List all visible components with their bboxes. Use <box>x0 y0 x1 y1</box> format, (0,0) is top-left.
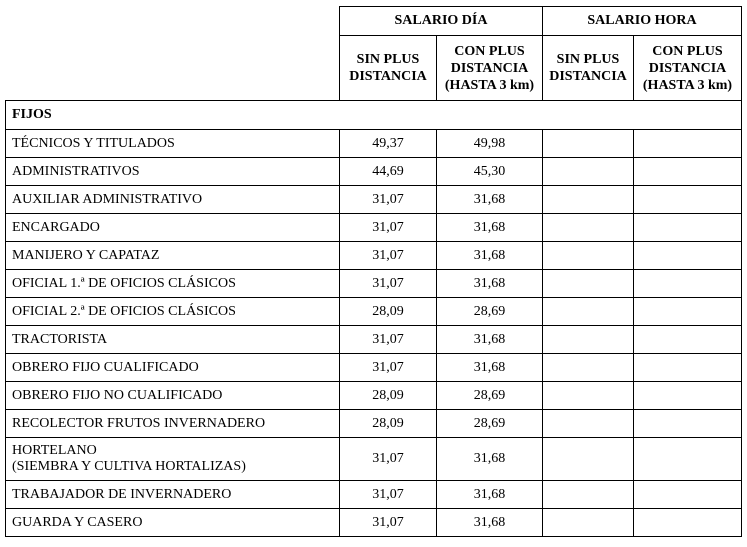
con-plus-hora-cell <box>634 242 742 270</box>
row-label: TRACTORISTA <box>6 326 340 354</box>
table-row <box>6 509 742 537</box>
row-label: OFICIAL 1.ª DE OFICIOS CLÁSICOS <box>6 270 340 298</box>
section-label: FIJOS <box>6 101 742 130</box>
row-label: ENCARGADO <box>6 214 340 242</box>
con-plus-dia-cell: 28,69 <box>437 410 543 438</box>
header-salario-dia: SALARIO DÍA <box>340 7 543 36</box>
row-label: MANIJERO Y CAPATAZ <box>6 242 340 270</box>
row-label: OFICIAL 2.ª DE OFICIOS CLÁSICOS <box>6 298 340 326</box>
con-plus-dia-cell: 28,69 <box>437 298 543 326</box>
table-row <box>6 214 742 242</box>
table-row <box>6 354 742 382</box>
sin-plus-hora-cell <box>543 481 634 509</box>
con-plus-dia-cell: 31,68 <box>437 481 543 509</box>
sin-plus-hora-cell <box>543 214 634 242</box>
con-plus-hora-cell <box>634 438 742 481</box>
row-label: OBRERO FIJO NO CUALIFICADO <box>6 382 340 410</box>
table-row <box>6 410 742 438</box>
con-plus-hora-cell <box>634 186 742 214</box>
header-con-plus-hora: CON PLUS DISTANCIA (HASTA 3 km) <box>634 36 742 101</box>
row-label: TRABAJADOR DE INVERNADERO <box>6 481 340 509</box>
sin-plus-dia-cell: 31,07 <box>340 270 437 298</box>
con-plus-dia-cell: 31,68 <box>437 214 543 242</box>
sin-plus-hora-cell <box>543 509 634 537</box>
con-plus-hora-cell <box>634 354 742 382</box>
header-sin-plus-hora: SIN PLUS DISTANCIA <box>543 36 634 101</box>
con-plus-hora-cell <box>634 410 742 438</box>
con-plus-dia-cell: 31,68 <box>437 326 543 354</box>
sin-plus-dia-cell: 28,09 <box>340 382 437 410</box>
sin-plus-dia-cell: 28,09 <box>340 410 437 438</box>
con-plus-dia-cell: 31,68 <box>437 354 543 382</box>
sin-plus-hora-cell <box>543 326 634 354</box>
row-label: OBRERO FIJO CUALIFICADO <box>6 354 340 382</box>
con-plus-hora-cell <box>634 214 742 242</box>
wage-table <box>5 6 742 537</box>
sin-plus-dia-cell: 31,07 <box>340 354 437 382</box>
sin-plus-dia-cell: 31,07 <box>340 186 437 214</box>
con-plus-dia-cell: 28,69 <box>437 382 543 410</box>
con-plus-hora-cell <box>634 509 742 537</box>
sin-plus-dia-cell: 28,09 <box>340 298 437 326</box>
header-corner <box>6 7 340 101</box>
con-plus-hora-cell <box>634 158 742 186</box>
sin-plus-dia-cell: 31,07 <box>340 326 437 354</box>
row-label: HORTELANO (SIEMBRA Y CULTIVA HORTALIZAS) <box>6 438 340 481</box>
sin-plus-hora-cell <box>543 410 634 438</box>
con-plus-dia-cell: 31,68 <box>437 270 543 298</box>
sin-plus-dia-cell: 49,37 <box>340 130 437 158</box>
con-plus-hora-cell <box>634 270 742 298</box>
table-row <box>6 326 742 354</box>
table-row <box>6 382 742 410</box>
sin-plus-dia-cell: 31,07 <box>340 509 437 537</box>
sin-plus-hora-cell <box>543 158 634 186</box>
table-row <box>6 186 742 214</box>
con-plus-hora-cell <box>634 130 742 158</box>
sin-plus-hora-cell <box>543 130 634 158</box>
sin-plus-dia-cell: 31,07 <box>340 481 437 509</box>
sin-plus-hora-cell <box>543 354 634 382</box>
table-row <box>6 158 742 186</box>
row-label: AUXILIAR ADMINISTRATIVO <box>6 186 340 214</box>
row-label: TÉCNICOS Y TITULADOS <box>6 130 340 158</box>
sin-plus-hora-cell <box>543 298 634 326</box>
section-row <box>6 101 742 130</box>
row-label: GUARDA Y CASERO <box>6 509 340 537</box>
con-plus-dia-cell: 31,68 <box>437 509 543 537</box>
table-row <box>6 270 742 298</box>
con-plus-dia-cell: 49,98 <box>437 130 543 158</box>
header-sin-plus-dia: SIN PLUS DISTANCIA <box>340 36 437 101</box>
sin-plus-hora-cell <box>543 382 634 410</box>
sin-plus-dia-cell: 31,07 <box>340 214 437 242</box>
row-label: ADMINISTRATIVOS <box>6 158 340 186</box>
table-row <box>6 298 742 326</box>
con-plus-dia-cell: 31,68 <box>437 242 543 270</box>
header-salario-hora: SALARIO HORA <box>543 7 742 36</box>
table-row <box>6 242 742 270</box>
table-row <box>6 481 742 509</box>
sin-plus-dia-cell: 31,07 <box>340 438 437 481</box>
con-plus-dia-cell: 45,30 <box>437 158 543 186</box>
sin-plus-dia-cell: 44,69 <box>340 158 437 186</box>
con-plus-dia-cell: 31,68 <box>437 186 543 214</box>
con-plus-hora-cell <box>634 382 742 410</box>
header-con-plus-dia: CON PLUS DISTANCIA (HASTA 3 km) <box>437 36 543 101</box>
sin-plus-hora-cell <box>543 186 634 214</box>
con-plus-hora-cell <box>634 326 742 354</box>
row-label: RECOLECTOR FRUTOS INVERNADERO <box>6 410 340 438</box>
table-row <box>6 130 742 158</box>
con-plus-dia-cell: 31,68 <box>437 438 543 481</box>
sin-plus-hora-cell <box>543 270 634 298</box>
sin-plus-hora-cell <box>543 438 634 481</box>
sin-plus-dia-cell: 31,07 <box>340 242 437 270</box>
sin-plus-hora-cell <box>543 242 634 270</box>
con-plus-hora-cell <box>634 481 742 509</box>
table-row <box>6 438 742 481</box>
con-plus-hora-cell <box>634 298 742 326</box>
